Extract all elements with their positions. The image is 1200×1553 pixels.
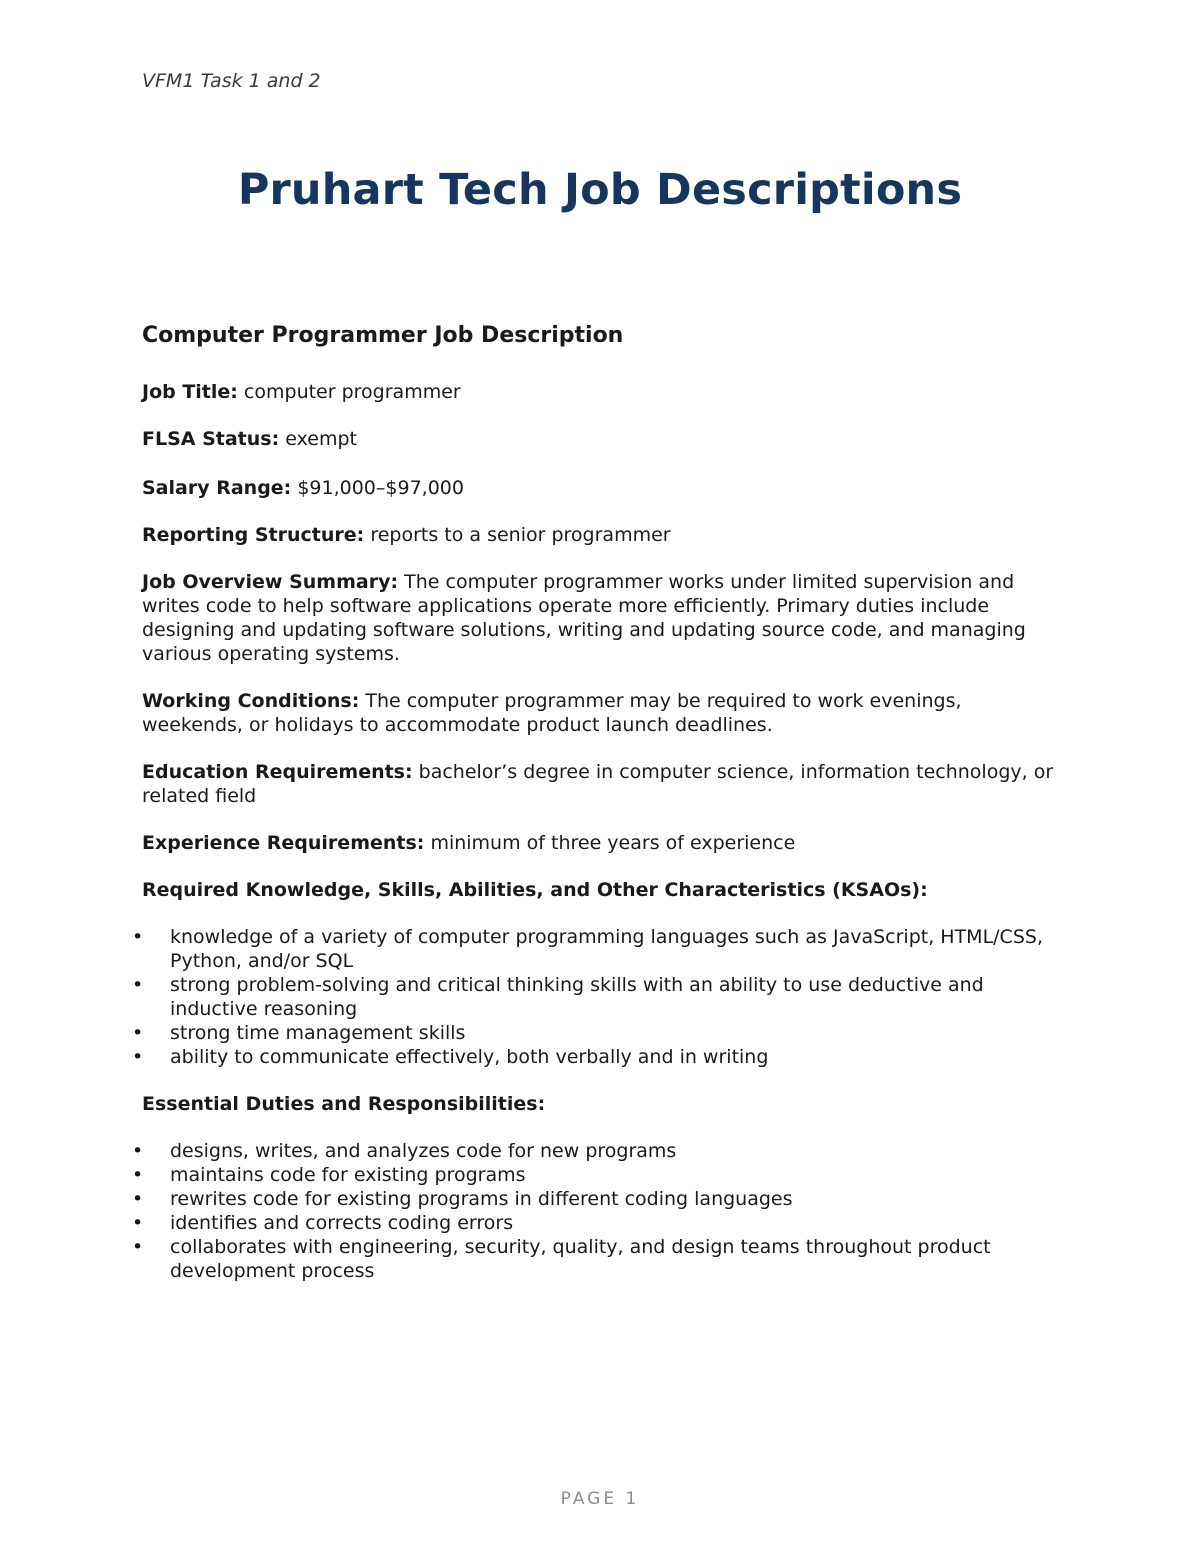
- list-item-text: ability to communicate effectively, both verbally and in writing: [170, 1046, 769, 1068]
- field-label: Job Overview Summary:: [142, 571, 399, 593]
- field-label: FLSA Status:: [142, 428, 280, 450]
- bullet-icon: •: [132, 1188, 144, 1210]
- page-header: VFM1 Task 1 and 2: [142, 70, 321, 92]
- bullet-icon: •: [132, 1140, 144, 1162]
- field-label: Salary Range:: [142, 477, 292, 499]
- field-value: exempt: [279, 428, 357, 450]
- field-working-conditions: [142, 689, 1062, 737]
- list-item-text: identifies and corrects coding errors: [170, 1212, 514, 1234]
- field-value: reports to a senior programmer: [364, 524, 671, 546]
- field-label: Working Conditions:: [142, 690, 360, 712]
- bullet-icon: •: [132, 1236, 144, 1258]
- document-title: Pruhart Tech Job Descriptions: [237, 165, 963, 215]
- field-education-requirements: [142, 760, 1062, 808]
- list-item-text: strong problem-solving and critical thinking skills with an ability to use deductive and inductive reasoning: [170, 974, 984, 1020]
- field-salary-range: [142, 476, 1062, 500]
- bullet-icon: •: [132, 974, 144, 996]
- field-value: The computer programmer may be required to work evenings, weekends, or holidays to accommodate product launch deadlines.: [142, 690, 962, 736]
- bullet-icon: •: [132, 1164, 144, 1186]
- list-item: [132, 1187, 1062, 1211]
- ksaos-list: [132, 925, 1062, 1069]
- field-reporting-structure: [142, 523, 1062, 547]
- list-item-text: strong time management skills: [170, 1022, 466, 1044]
- bullet-icon: •: [132, 1022, 144, 1044]
- bullet-icon: •: [132, 926, 144, 948]
- list-item: [132, 1235, 1062, 1283]
- list-item-text: maintains code for existing programs: [170, 1164, 526, 1186]
- list-item: [132, 1021, 1062, 1045]
- bullet-icon: •: [132, 1212, 144, 1234]
- field-experience-requirements: [142, 831, 1062, 855]
- list-item: [132, 1163, 1062, 1187]
- list-item: [132, 925, 1062, 973]
- field-value: computer programmer: [237, 381, 461, 403]
- page-footer: PAGE 1: [560, 1489, 640, 1509]
- field-value: bachelor’s degree in computer science, information technology, or related field: [142, 761, 1054, 807]
- list-item-text: collaborates with engineering, security, quality, and design teams throughout product development process: [170, 1236, 991, 1282]
- list-item: [132, 1139, 1062, 1163]
- field-value: The computer programmer works under limited supervision and writes code to help software applications operate more efficiently. Primary duties include designing and updating software solutions, writing and updating source code, and managing various operating systems.: [142, 571, 1026, 665]
- field-label: Education Requirements:: [142, 761, 413, 783]
- list-item-text: knowledge of a variety of computer programming languages such as JavaScript, HTML/CSS, Python, and/or SQL: [170, 926, 1043, 972]
- duties-heading: Essential Duties and Responsibilities:: [142, 1093, 546, 1115]
- document-body: [132, 320, 1062, 1306]
- field-value: $91,000–$97,000: [291, 477, 464, 499]
- list-item: [132, 1045, 1062, 1069]
- field-value: minimum of three years of experience: [424, 832, 796, 854]
- field-label: Experience Requirements:: [142, 832, 425, 854]
- field-job-overview: [142, 570, 1062, 666]
- list-item: [132, 1211, 1062, 1235]
- list-item: [132, 973, 1062, 1021]
- ksaos-heading: Required Knowledge, Skills, Abilities, and Other Characteristics (KSAOs):: [142, 879, 928, 901]
- field-flsa-status: [142, 427, 1062, 451]
- field-label: Reporting Structure:: [142, 524, 365, 546]
- list-item-text: designs, writes, and analyzes code for new programs: [170, 1140, 677, 1162]
- field-job-title: [142, 380, 1062, 404]
- section-heading: Computer Programmer Job Description: [142, 323, 624, 348]
- field-label: Job Title:: [142, 381, 238, 403]
- list-item-text: rewrites code for existing programs in different coding languages: [170, 1188, 793, 1210]
- bullet-icon: •: [132, 1046, 144, 1068]
- duties-list: [132, 1139, 1062, 1283]
